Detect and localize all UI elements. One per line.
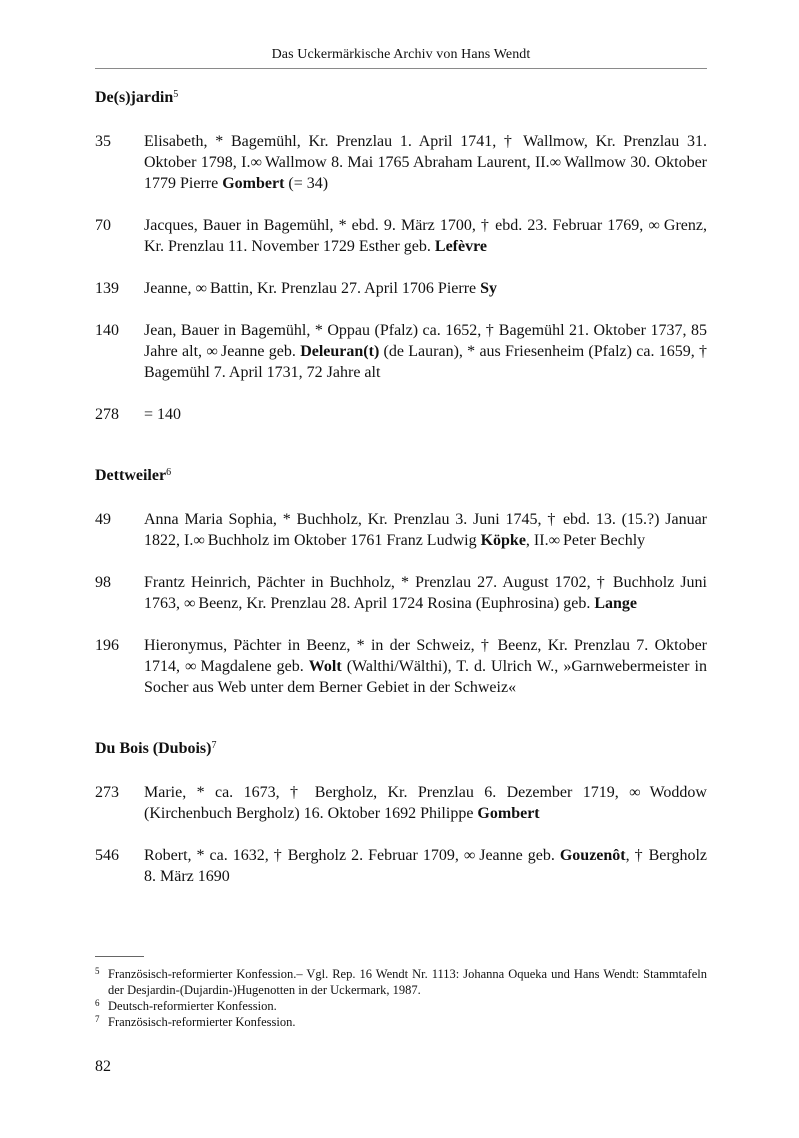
section-heading-text: Dettweiler xyxy=(95,467,167,484)
entry-546 xyxy=(95,845,707,887)
text-run: Jeanne geb. xyxy=(474,847,560,864)
entry-number: 546 xyxy=(95,847,119,864)
entry-text xyxy=(144,131,707,194)
section-heading-text: De(s)jardin xyxy=(95,89,174,106)
entry-140 xyxy=(95,320,707,383)
text-run: Jeanne, xyxy=(144,280,196,297)
section-heading-dubois xyxy=(95,740,216,758)
entry-number: 70 xyxy=(95,217,111,234)
section-heading-desjardin xyxy=(95,89,178,107)
text-run: Grenz, Kr. Prenzlau 11. November 1729 Esther geb. xyxy=(144,217,707,255)
entry-text xyxy=(144,215,707,257)
entry-number: 35 xyxy=(95,133,111,150)
text-run: Frantz Heinrich, Pächter in Buchholz, * Prenzlau 27. August 1702, † Buchholz Juni 1763, xyxy=(144,574,707,612)
marriage-symbol: ∞ xyxy=(184,595,195,612)
marriage-symbol: ∞ xyxy=(629,784,640,801)
footnote-ref: 7 xyxy=(211,740,217,751)
person-name: Gombert xyxy=(477,805,540,822)
text-run: Anna Maria Sophia, * Buchholz, Kr. Prenzlau 3. Juni 1745, † ebd. 13. (15.?) Januar 1822, I. xyxy=(144,511,707,549)
person-name: Köpke xyxy=(480,532,526,549)
person-name: Deleuran(t) xyxy=(300,343,380,360)
text-run: (de Lauran), * aus Friesenheim (Pfalz) ca. 1659, † Bagemühl 7. April 1731, 72 Jahre alt xyxy=(144,343,708,381)
text-run: , † Bergholz 8. März 1690 xyxy=(144,847,707,885)
person-name: Wolt xyxy=(308,658,342,675)
marriage-symbol: ∞ xyxy=(648,217,659,234)
entry-text xyxy=(144,635,707,698)
text-run: = 140 xyxy=(144,406,182,423)
text-run: Jean, Bauer in Bagemühl, * Oppau (Pfalz) ca. 1652, † Bagemühl 21. Oktober 1737, 85 Jahre alt, xyxy=(144,322,707,360)
text-run: Wallmow 8. Mai 1765 Abraham Laurent, II. xyxy=(260,154,550,171)
entry-number: 273 xyxy=(95,784,119,801)
entry-text xyxy=(144,572,707,614)
footnote-rule xyxy=(95,956,144,957)
text-run: Beenz, Kr. Prenzlau 28. April 1724 Rosina (Euphrosina) geb. xyxy=(194,595,595,612)
person-name: Lefèvre xyxy=(434,238,488,255)
entry-139 xyxy=(95,278,707,299)
entry-text xyxy=(144,278,707,299)
person-name: Sy xyxy=(480,280,498,297)
entry-number: 139 xyxy=(95,280,119,297)
page-number: 82 xyxy=(95,1058,111,1075)
footnote-5 xyxy=(95,966,707,998)
text-run: Jeanne geb. xyxy=(216,343,301,360)
marriage-symbol: ∞ xyxy=(549,154,561,171)
marriage-symbol: ∞ xyxy=(548,532,559,549)
footnote-ref: 6 xyxy=(166,467,172,478)
entry-number: 49 xyxy=(95,511,111,528)
text-run: Buchholz im Oktober 1761 Franz Ludwig xyxy=(203,532,481,549)
text-run: Robert, * ca. 1632, † Bergholz 2. Februar 1709, xyxy=(144,847,464,864)
footnote-ref: 5 xyxy=(173,89,179,100)
text-run: Woddow (Kirchenbuch Bergholz) 16. Oktober 1692 Philippe xyxy=(144,784,707,822)
entry-98 xyxy=(95,572,707,614)
text-run: Marie, * ca. 1673, † Bergholz, Kr. Prenzlau 6. Dezember 1719, xyxy=(144,784,630,801)
marriage-symbol: ∞ xyxy=(206,343,217,360)
entry-49 xyxy=(95,509,707,551)
header-rule xyxy=(95,68,707,69)
entry-35 xyxy=(95,131,707,194)
marriage-symbol: ∞ xyxy=(193,532,204,549)
entry-text xyxy=(144,509,707,551)
text-run: Magdalene geb. xyxy=(195,658,309,675)
marriage-symbol: ∞ xyxy=(250,154,261,171)
entry-text xyxy=(144,782,707,824)
text-run: Elisabeth, * Bagemühl, Kr. Prenzlau 1. April 1741, † Wallmow, Kr. Prenzlau 31. Oktober 1798, I. xyxy=(144,133,707,171)
entry-number: 278 xyxy=(95,406,119,423)
marriage-symbol: ∞ xyxy=(195,280,206,297)
text-run: Peter Bechly xyxy=(558,532,646,549)
text-run: Hieronymus, Pächter in Beenz, * in der Schweiz, † Beenz, Kr. Prenzlau 7. Oktober 1714, xyxy=(144,637,707,675)
person-name: Gouzenôt xyxy=(559,847,626,864)
section-heading-dettweiler xyxy=(95,467,171,485)
entry-70 xyxy=(95,215,707,257)
footnotes xyxy=(95,966,707,1030)
text-run: (Walthi/Wälthi), T. d. Ulrich W., »Garnwebermeister in Socher aus Web unter dem Berner Gebiet in der Schweiz« xyxy=(144,658,707,696)
marriage-symbol: ∞ xyxy=(463,847,475,864)
footnote-mark: 7 xyxy=(95,1014,100,1024)
person-name: Gombert xyxy=(222,175,285,192)
entry-number: 196 xyxy=(95,637,119,654)
entry-278 xyxy=(95,404,707,425)
footnote-6 xyxy=(95,998,707,1014)
text-run: Battin, Kr. Prenzlau 27. April 1706 Pierre xyxy=(205,280,481,297)
entry-number: 140 xyxy=(95,322,119,339)
footnote-text: Französisch-reformierter Konfession.– Vgl. Rep. 16 Wendt Nr. 1113: Johanna Oqueka und Hans Wendt: Stammtafeln der Desjardin-(Dujardin-)Hugenotten in der Uckermark, 1987. xyxy=(108,967,707,997)
text-run: , II. xyxy=(525,532,549,549)
entry-number: 98 xyxy=(95,574,111,591)
section-heading-text: Du Bois (Dubois) xyxy=(95,740,212,757)
footnote-mark: 6 xyxy=(95,998,100,1008)
text-run: Wallmow 30. Oktober 1779 Pierre xyxy=(144,154,707,192)
footnote-mark: 5 xyxy=(95,966,100,976)
entry-273 xyxy=(95,782,707,824)
marriage-symbol: ∞ xyxy=(185,658,196,675)
entry-text xyxy=(144,404,707,425)
person-name: Lange xyxy=(594,595,637,612)
footnote-7 xyxy=(95,1014,707,1030)
footnote-text: Französisch-reformierter Konfession. xyxy=(108,1015,296,1029)
entry-196 xyxy=(95,635,707,698)
entry-text xyxy=(144,320,707,383)
footnote-text: Deutsch-reformierter Konfession. xyxy=(108,999,277,1013)
text-run: (= 34) xyxy=(284,175,329,192)
entry-text xyxy=(144,845,707,887)
text-run: Jacques, Bauer in Bagemühl, * ebd. 9. März 1700, † ebd. 23. Februar 1769, xyxy=(144,217,649,234)
running-header: Das Uckermärkische Archiv von Hans Wendt xyxy=(271,47,531,62)
